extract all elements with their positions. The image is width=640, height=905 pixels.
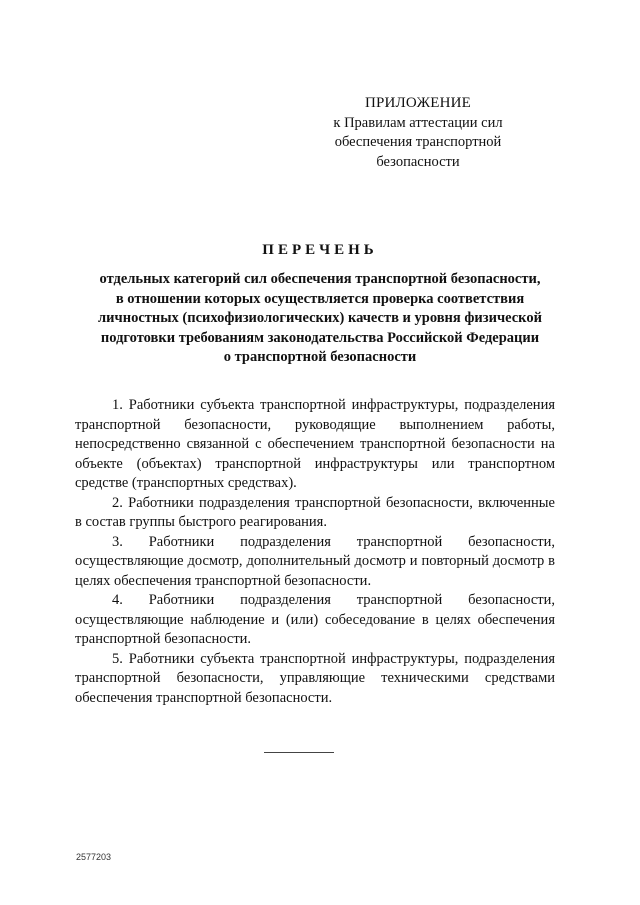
subtitle-line: личностных (психофизиологических) качеств и уровня физической	[98, 310, 542, 326]
list-item: 3. Работники подразделения транспортной безопасности, осуществляющие досмотр, дополнительный досмотр и повторный досмотр в целях обеспечения транспортной безопасности.	[75, 533, 555, 589]
end-divider	[264, 752, 334, 753]
list-item: 4. Работники подразделения транспортной безопасности, осуществляющие наблюдение и (или) собеседование в целях обеспечения транспортной безопасности.	[75, 592, 555, 647]
appendix-heading: ПРИЛОЖЕНИЕ	[364, 95, 472, 111]
appendix-line: обеспечения транспортной	[334, 134, 502, 150]
document-title: ПЕРЕЧЕНЬ	[262, 242, 378, 258]
appendix-block	[318, 94, 518, 172]
list-item: 5. Работники субъекта транспортной инфраструктуры, подразделения транспортной безопасности, управляющие техническими средствами обеспечения транспортной безопасности.	[75, 650, 555, 706]
list-item: 2. Работники подразделения транспортной безопасности, включенные в состав группы быстрого реагирования.	[75, 494, 555, 530]
document-subtitle	[80, 270, 560, 368]
subtitle-line: о транспортной безопасности	[223, 349, 417, 365]
subtitle-line: в отношении которых осуществляется проверка соответствия	[115, 290, 525, 307]
appendix-line: к Правилам аттестации сил	[333, 114, 503, 131]
appendix-line: безопасности	[376, 153, 460, 170]
subtitle-line: подготовки требованиям законодательства Российской Федерации	[100, 329, 540, 346]
list-item: 1. Работники субъекта транспортной инфраструктуры, подразделения транспортной безопасности, руководящие выполнением работы, непосредственно связанной с обеспечением транспортной безопасности на объекте (объектах) транспортной инфраструктуры или транспортном средстве (транспортных средствах).	[75, 397, 555, 491]
list-body	[75, 396, 555, 708]
document-id: 2577203	[76, 852, 112, 862]
subtitle-line: отдельных категорий сил обеспечения транспортной безопасности,	[99, 271, 541, 287]
